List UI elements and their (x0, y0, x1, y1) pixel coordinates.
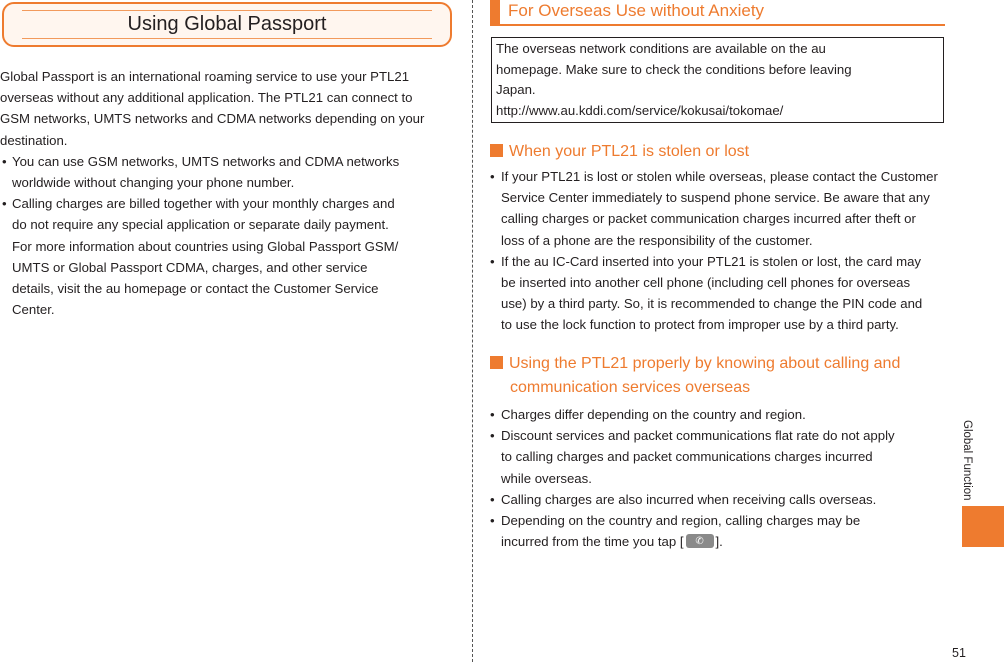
title-bottom-rule (22, 38, 432, 39)
phone-handset-icon: ✆ (686, 534, 714, 548)
note-line: Japan. (496, 82, 536, 97)
column-divider (472, 0, 473, 662)
bullet-icon: • (2, 153, 7, 169)
section-title-box (2, 2, 452, 47)
bullet-line (501, 531, 947, 552)
square-bullet-icon (490, 356, 503, 369)
bullet-icon: • (490, 428, 495, 444)
bullet-line: details, visit the au homepage or contact the Customer Service (12, 281, 379, 297)
bullet-line: You can use GSM networks, UMTS networks and CDMA networks (12, 153, 400, 169)
bullet-line-text: ]. (715, 534, 723, 550)
subsection-body-calling (487, 404, 947, 552)
bullet-item (0, 151, 450, 193)
subsection-title-lost (490, 140, 945, 164)
bullet-line: to use the lock function to protect from improper use by a third party. (501, 317, 899, 333)
note-line: The overseas network conditions are available on the au (496, 41, 826, 56)
bullet-item (487, 489, 947, 510)
section-header-bar (490, 0, 500, 24)
bullet-icon: • (490, 491, 495, 507)
bullet-line: Service Center immediately to suspend phone service. Be aware that any (501, 190, 930, 206)
bullet-icon: • (490, 169, 495, 184)
left-body (0, 66, 450, 320)
bullet-line: Charges differ depending on the country and region. (501, 407, 806, 422)
side-tab-label: Global Function (961, 420, 973, 501)
section-title: For Overseas Use without Anxiety (508, 1, 765, 20)
subsection-title-text: Using the PTL21 properly by knowing about calling and (509, 355, 901, 372)
bullet-line: Depending on the country and region, calling charges may be (501, 513, 861, 529)
note-box (491, 37, 944, 123)
bullet-line: UMTS or Global Passport CDMA, charges, and other service (12, 259, 368, 275)
subsection-title-calling (490, 352, 945, 400)
bullet-line: be inserted into another cell phone (including cell phones for overseas (501, 275, 911, 291)
page-title: Using Global Passport (127, 13, 327, 35)
note-url: http://www.au.kddi.com/service/kokusai/tokomae/ (496, 102, 784, 118)
bullet-line: Discount services and packet communications flat rate do not apply (501, 428, 895, 444)
bullet-icon: • (490, 407, 495, 422)
bullet-line: use) by a third party. So, it is recommended to change the PIN code and (501, 296, 923, 312)
bullet-icon: • (490, 513, 495, 529)
bullet-line: Center. (12, 302, 55, 318)
bullet-icon: • (490, 253, 495, 269)
bullet-line-text: incurred from the time you tap [ (501, 534, 684, 550)
note-line: homepage. Make sure to check the conditions before leaving (496, 61, 852, 77)
bullet-line: calling charges or packet communication charges incurred after theft or (501, 211, 916, 227)
bullet-icon: • (2, 196, 7, 212)
side-tab-marker (962, 506, 1004, 547)
bullet-item (487, 251, 947, 336)
bullet-line: If the au IC-Card inserted into your PTL21 is stolen or lost, the card may (501, 253, 921, 269)
bullet-line: Calling charges are also incurred when receiving calls overseas. (501, 491, 877, 507)
bullet-line: do not require any special application or separate daily payment. (12, 217, 389, 233)
subsection-title-text: When your PTL21 is stolen or lost (509, 143, 750, 160)
subsection-title-text: communication services overseas (510, 379, 751, 396)
intro-line: Global Passport is an international roaming service to use your PTL21 (0, 69, 410, 84)
intro-line: GSM networks, UMTS networks and CDMA networks depending on your (0, 111, 425, 127)
bullet-item (487, 425, 947, 489)
subsection-body-lost (487, 166, 947, 336)
intro-line: destination. (0, 132, 68, 148)
bullet-item (487, 166, 947, 251)
bullet-line: For more information about countries using Global Passport GSM/ (12, 238, 399, 254)
bullet-line: loss of a phone are the responsibility of the customer. (501, 232, 813, 248)
square-bullet-icon (490, 144, 503, 157)
intro-line: overseas without any additional application. The PTL21 can connect to (0, 90, 413, 106)
bullet-line: worldwide without changing your phone number. (12, 175, 295, 191)
bullet-item (487, 510, 947, 552)
bullet-item (0, 193, 450, 320)
bullet-line: to calling charges and packet communications charges incurred (501, 449, 873, 465)
title-top-rule (22, 10, 432, 11)
page-number: 51 (952, 646, 966, 660)
bullet-line: Calling charges are billed together with your monthly charges and (12, 196, 395, 212)
bullet-line: If your PTL21 is lost or stolen while overseas, please contact the Customer (501, 169, 938, 184)
bullet-line: while overseas. (501, 470, 592, 486)
bullet-item (487, 404, 947, 425)
section-header (490, 0, 945, 26)
